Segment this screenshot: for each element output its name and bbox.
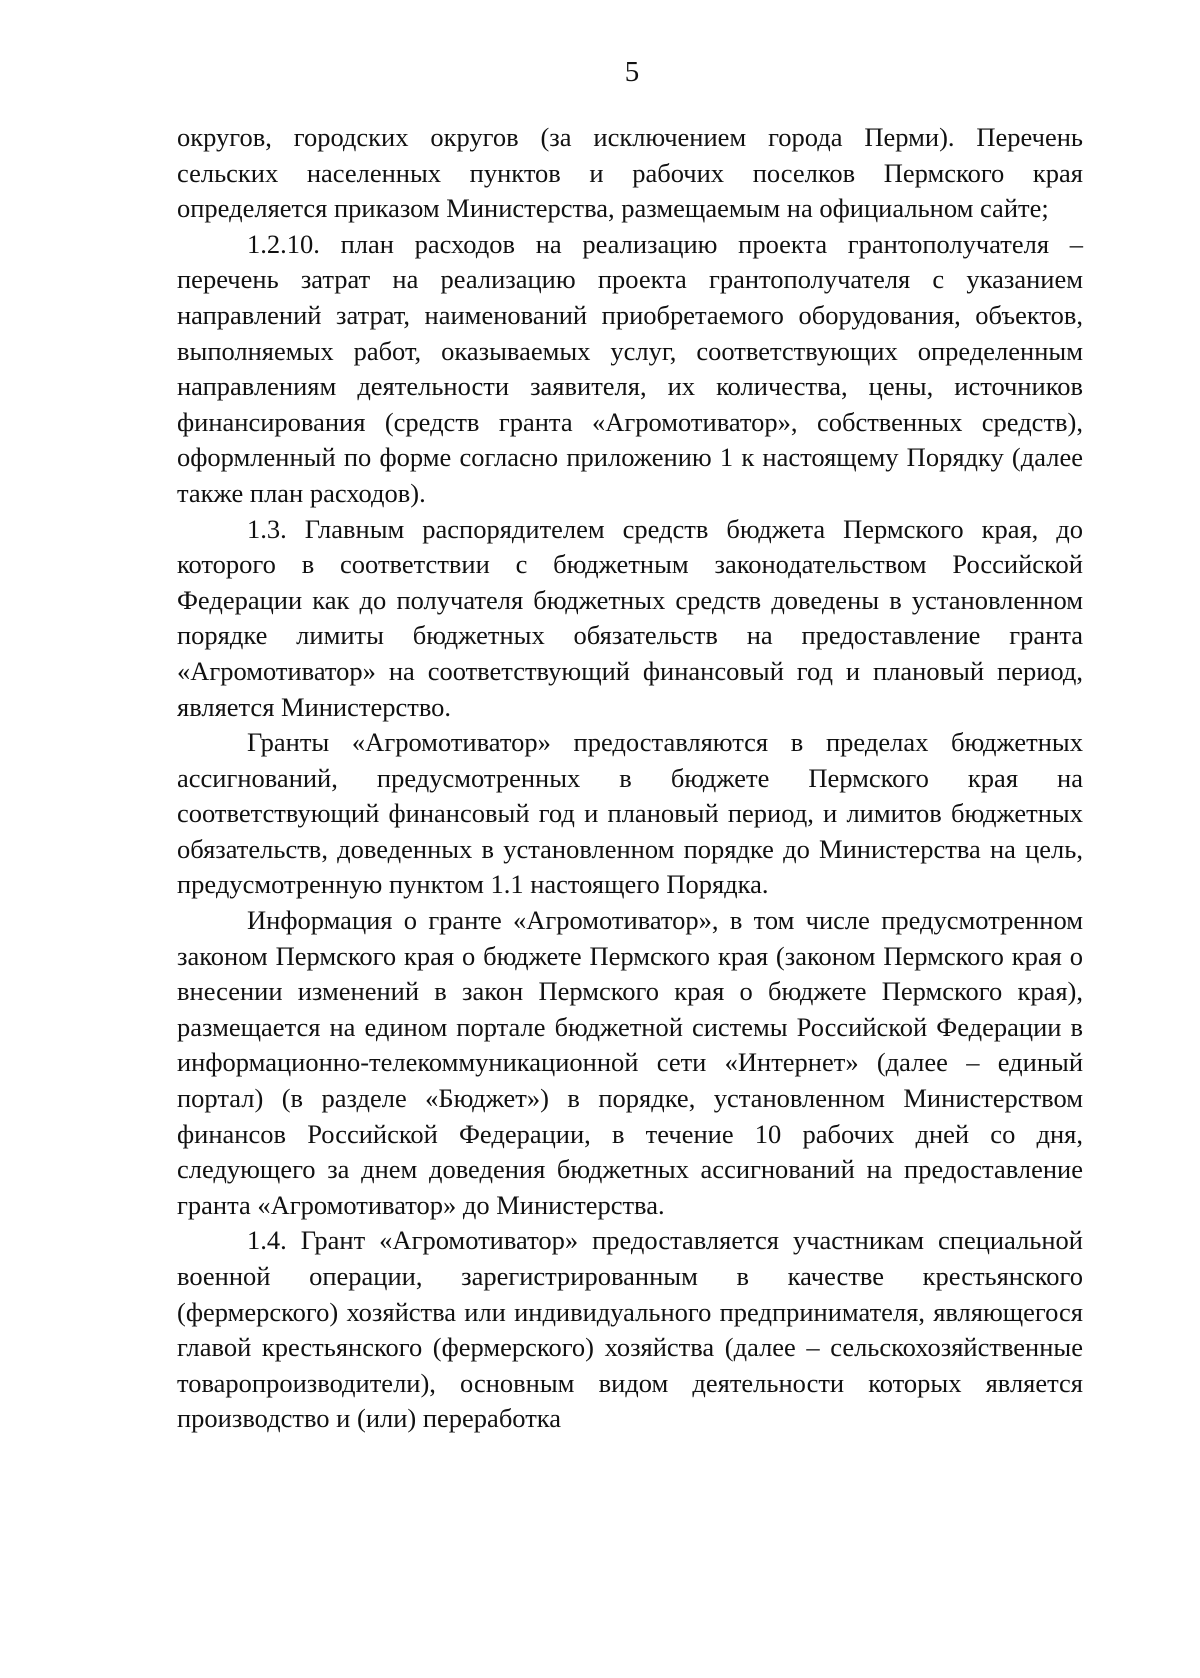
page-number: 5: [624, 56, 640, 88]
document-body: [177, 120, 1083, 1437]
paragraph-1-4: 1.4. Грант «Агромотиватор» предоставляется участникам специальной военной операции, зарегистрированным в качестве крестьянского (фермерского) хозяйства или индивидуального предпринимателя, являющегося главой крестьянского (фермерского) хозяйства (далее – сельскохозяйственные товаропроизводители), основным видом деятельности которых является производство и (или) переработка: [177, 1225, 1083, 1434]
paragraph-continuation: округов, городских округов (за исключением города Перми). Перечень сельских населенных пунктов и рабочих поселков Пермского края определяется приказом Министерства, размещаемым на официальном сайте;: [177, 122, 1083, 224]
paragraph-1-2-10: 1.2.10. план расходов на реализацию проекта грантополучателя – перечень затрат на реализацию проекта грантополучателя с указанием направлений затрат, наименований приобретаемого оборудования, объектов, выполняемых работ, оказываемых услуг, соответствующих определенным направлениям деятельности заявителя, их количества, цены, источников финансирования (средств гранта «Агромотиватор», собственных средств), оформленный по форме согласно приложению 1 к настоящему Порядку (далее также план расходов).: [177, 228, 1083, 508]
paragraph-grant-information: Информация о гранте «Агромотиватор», в том числе предусмотренном законом Пермского края о бюджете Пермского края (законом Пермского края о внесении изменений в закон Пермского края о бюджете Пермского края), размещается на едином портале бюджетной системы Российской Федерации в информационно-телекоммуникационной сети «Интернет» (далее – единый портал) (в разделе «Бюджет») в порядке, установленном Министерством финансов Российской Федерации, в течение 10 рабочих дней со дня, следующего за днем доведения бюджетных ассигнований на предоставление гранта «Агромотиватор» до Министерства.: [177, 905, 1083, 1220]
paragraph-grants-allocation: Гранты «Агромотиватор» предоставляются в пределах бюджетных ассигнований, предусмотренных в бюджете Пермского края на соответствующий финансовый год и плановый период, и лимитов бюджетных обязательств, доведенных в установленном порядке до Министерства на цель, предусмотренную пунктом 1.1 настоящего Порядка.: [177, 727, 1083, 900]
paragraph-1-3: 1.3. Главным распорядителем средств бюджета Пермского края, до которого в соответствии с бюджетным законодательством Российской Федерации как до получателя бюджетных средств доведены в установленном порядке лимиты бюджетных обязательств на предоставление гранта «Агромотиватор» на соответствующий финансовый год и плановый период, является Министерство.: [177, 513, 1083, 722]
